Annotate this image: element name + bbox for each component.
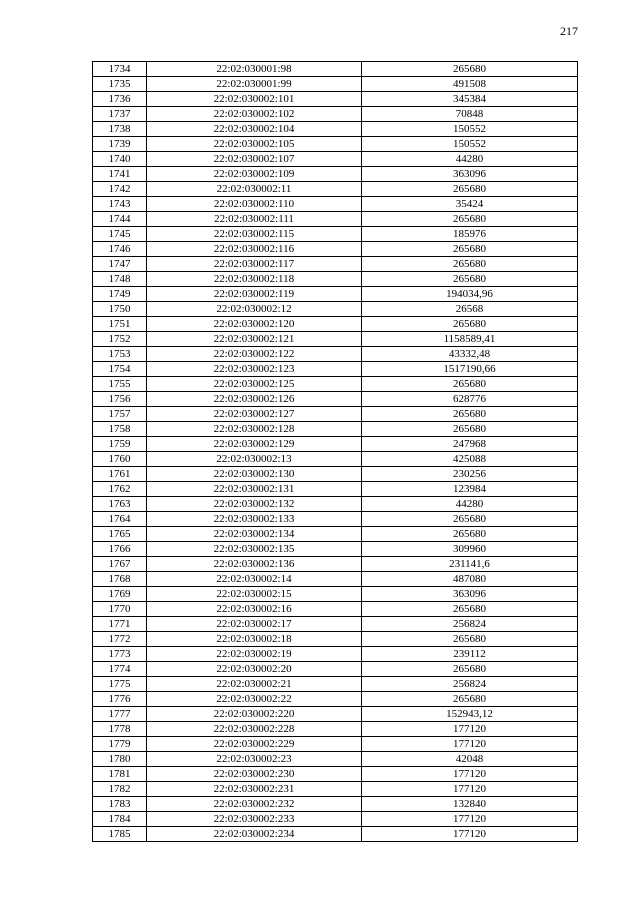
value-cell: 35424 [362, 197, 578, 212]
table-row [93, 572, 578, 587]
table-row [93, 167, 578, 182]
table-row [93, 527, 578, 542]
row-number-cell: 1772 [93, 632, 147, 647]
row-number-cell: 1781 [93, 767, 147, 782]
table-row [93, 332, 578, 347]
table-row [93, 272, 578, 287]
cadastral-number-cell: 22:02:030002:18 [147, 632, 362, 647]
table-row [93, 92, 578, 107]
row-number-cell: 1770 [93, 602, 147, 617]
cadastral-number-cell: 22:02:030002:111 [147, 212, 362, 227]
value-cell: 491508 [362, 77, 578, 92]
cadastral-number-cell: 22:02:030002:15 [147, 587, 362, 602]
row-number-cell: 1747 [93, 257, 147, 272]
value-cell: 256824 [362, 617, 578, 632]
row-number-cell: 1738 [93, 122, 147, 137]
value-cell: 265680 [362, 182, 578, 197]
table-row [93, 77, 578, 92]
table-row [93, 827, 578, 842]
cadastral-number-cell: 22:02:030001:98 [147, 62, 362, 77]
row-number-cell: 1737 [93, 107, 147, 122]
cadastral-number-cell: 22:02:030002:232 [147, 797, 362, 812]
row-number-cell: 1782 [93, 782, 147, 797]
table-row [93, 212, 578, 227]
table-row [93, 152, 578, 167]
cadastral-number-cell: 22:02:030002:13 [147, 452, 362, 467]
value-cell: 152943,12 [362, 707, 578, 722]
value-cell: 42048 [362, 752, 578, 767]
table-row [93, 347, 578, 362]
cadastral-number-cell: 22:02:030002:229 [147, 737, 362, 752]
cadastral-number-cell: 22:02:030002:135 [147, 542, 362, 557]
table-row [93, 782, 578, 797]
row-number-cell: 1767 [93, 557, 147, 572]
table-row [93, 197, 578, 212]
value-cell: 265680 [362, 407, 578, 422]
value-cell: 265680 [362, 377, 578, 392]
table-row [93, 362, 578, 377]
value-cell: 1158589,41 [362, 332, 578, 347]
row-number-cell: 1745 [93, 227, 147, 242]
table-row [93, 587, 578, 602]
value-cell: 265680 [362, 512, 578, 527]
value-cell: 239112 [362, 647, 578, 662]
cadastral-number-cell: 22:02:030002:233 [147, 812, 362, 827]
cadastral-number-cell: 22:02:030002:22 [147, 692, 362, 707]
table-row [93, 122, 578, 137]
table-row [93, 677, 578, 692]
value-cell: 265680 [362, 212, 578, 227]
table-row [93, 392, 578, 407]
row-number-cell: 1756 [93, 392, 147, 407]
value-cell: 265680 [362, 257, 578, 272]
value-cell: 185976 [362, 227, 578, 242]
cadastral-number-cell: 22:02:030002:19 [147, 647, 362, 662]
row-number-cell: 1785 [93, 827, 147, 842]
value-cell: 177120 [362, 722, 578, 737]
cadastral-number-cell: 22:02:030002:119 [147, 287, 362, 302]
table-row [93, 632, 578, 647]
row-number-cell: 1773 [93, 647, 147, 662]
cadastral-number-cell: 22:02:030002:127 [147, 407, 362, 422]
value-cell: 70848 [362, 107, 578, 122]
row-number-cell: 1775 [93, 677, 147, 692]
row-number-cell: 1758 [93, 422, 147, 437]
value-cell: 265680 [362, 62, 578, 77]
cadastral-number-cell: 22:02:030002:14 [147, 572, 362, 587]
value-cell: 194034,96 [362, 287, 578, 302]
row-number-cell: 1780 [93, 752, 147, 767]
value-cell: 123984 [362, 482, 578, 497]
cadastral-number-cell: 22:02:030002:120 [147, 317, 362, 332]
cadastral-number-cell: 22:02:030002:228 [147, 722, 362, 737]
cadastral-number-cell: 22:02:030002:136 [147, 557, 362, 572]
table-row [93, 497, 578, 512]
value-cell: 44280 [362, 497, 578, 512]
cadastral-number-cell: 22:02:030002:105 [147, 137, 362, 152]
table-row [93, 797, 578, 812]
table-row [93, 617, 578, 632]
row-number-cell: 1741 [93, 167, 147, 182]
value-cell: 44280 [362, 152, 578, 167]
table-row [93, 512, 578, 527]
value-cell: 150552 [362, 122, 578, 137]
table-body [93, 62, 578, 842]
cadastral-number-cell: 22:02:030002:230 [147, 767, 362, 782]
cadastral-number-cell: 22:02:030002:128 [147, 422, 362, 437]
table-row [93, 257, 578, 272]
table-row [93, 482, 578, 497]
row-number-cell: 1751 [93, 317, 147, 332]
cadastral-number-cell: 22:02:030002:102 [147, 107, 362, 122]
row-number-cell: 1766 [93, 542, 147, 557]
table-row [93, 302, 578, 317]
table-row [93, 767, 578, 782]
row-number-cell: 1752 [93, 332, 147, 347]
row-number-cell: 1750 [93, 302, 147, 317]
row-number-cell: 1778 [93, 722, 147, 737]
row-number-cell: 1753 [93, 347, 147, 362]
table-row [93, 107, 578, 122]
cadastral-number-cell: 22:02:030002:131 [147, 482, 362, 497]
table-row [93, 377, 578, 392]
value-cell: 26568 [362, 302, 578, 317]
row-number-cell: 1761 [93, 467, 147, 482]
cadastral-number-cell: 22:02:030002:231 [147, 782, 362, 797]
cadastral-number-cell: 22:02:030002:123 [147, 362, 362, 377]
cadastral-number-cell: 22:02:030002:109 [147, 167, 362, 182]
cadastral-number-cell: 22:02:030002:107 [147, 152, 362, 167]
cadastral-number-cell: 22:02:030002:122 [147, 347, 362, 362]
row-number-cell: 1771 [93, 617, 147, 632]
value-cell: 1517190,66 [362, 362, 578, 377]
cadastral-number-cell: 22:02:030002:234 [147, 827, 362, 842]
table-row [93, 287, 578, 302]
cadastral-number-cell: 22:02:030002:129 [147, 437, 362, 452]
row-number-cell: 1765 [93, 527, 147, 542]
cadastral-number-cell: 22:02:030001:99 [147, 77, 362, 92]
row-number-cell: 1769 [93, 587, 147, 602]
value-cell: 363096 [362, 167, 578, 182]
value-cell: 177120 [362, 827, 578, 842]
table-row [93, 557, 578, 572]
value-cell: 132840 [362, 797, 578, 812]
value-cell: 247968 [362, 437, 578, 452]
row-number-cell: 1783 [93, 797, 147, 812]
value-cell: 265680 [362, 422, 578, 437]
value-cell: 265680 [362, 317, 578, 332]
table-row [93, 227, 578, 242]
cadastral-number-cell: 22:02:030002:104 [147, 122, 362, 137]
row-number-cell: 1740 [93, 152, 147, 167]
cadastral-number-cell: 22:02:030002:220 [147, 707, 362, 722]
row-number-cell: 1776 [93, 692, 147, 707]
table-row [93, 737, 578, 752]
value-cell: 265680 [362, 272, 578, 287]
cadastral-number-cell: 22:02:030002:115 [147, 227, 362, 242]
row-number-cell: 1779 [93, 737, 147, 752]
value-cell: 265680 [362, 632, 578, 647]
value-cell: 230256 [362, 467, 578, 482]
table-row [93, 407, 578, 422]
value-cell: 177120 [362, 767, 578, 782]
cadastral-number-cell: 22:02:030002:117 [147, 257, 362, 272]
value-cell: 487080 [362, 572, 578, 587]
row-number-cell: 1746 [93, 242, 147, 257]
value-cell: 150552 [362, 137, 578, 152]
cadastral-number-cell: 22:02:030002:16 [147, 602, 362, 617]
cadastral-number-cell: 22:02:030002:125 [147, 377, 362, 392]
row-number-cell: 1744 [93, 212, 147, 227]
value-cell: 265680 [362, 692, 578, 707]
table-row [93, 62, 578, 77]
value-cell: 345384 [362, 92, 578, 107]
cadastral-number-cell: 22:02:030002:21 [147, 677, 362, 692]
table-row [93, 422, 578, 437]
table-row [93, 452, 578, 467]
cadastral-number-cell: 22:02:030002:134 [147, 527, 362, 542]
cadastral-number-cell: 22:02:030002:133 [147, 512, 362, 527]
row-number-cell: 1743 [93, 197, 147, 212]
value-cell: 265680 [362, 602, 578, 617]
cadastral-table [92, 61, 578, 842]
table-row [93, 137, 578, 152]
row-number-cell: 1774 [93, 662, 147, 677]
cadastral-number-cell: 22:02:030002:11 [147, 182, 362, 197]
row-number-cell: 1762 [93, 482, 147, 497]
row-number-cell: 1755 [93, 377, 147, 392]
table-row [93, 317, 578, 332]
value-cell: 265680 [362, 527, 578, 542]
value-cell: 177120 [362, 812, 578, 827]
value-cell: 628776 [362, 392, 578, 407]
row-number-cell: 1734 [93, 62, 147, 77]
table-row [93, 602, 578, 617]
row-number-cell: 1764 [93, 512, 147, 527]
cadastral-number-cell: 22:02:030002:116 [147, 242, 362, 257]
row-number-cell: 1735 [93, 77, 147, 92]
row-number-cell: 1749 [93, 287, 147, 302]
row-number-cell: 1784 [93, 812, 147, 827]
cadastral-number-cell: 22:02:030002:110 [147, 197, 362, 212]
value-cell: 265680 [362, 242, 578, 257]
row-number-cell: 1760 [93, 452, 147, 467]
value-cell: 256824 [362, 677, 578, 692]
row-number-cell: 1777 [93, 707, 147, 722]
table-row [93, 662, 578, 677]
cadastral-number-cell: 22:02:030002:126 [147, 392, 362, 407]
value-cell: 231141,6 [362, 557, 578, 572]
value-cell: 265680 [362, 662, 578, 677]
table-row [93, 242, 578, 257]
row-number-cell: 1742 [93, 182, 147, 197]
value-cell: 309960 [362, 542, 578, 557]
cadastral-number-cell: 22:02:030002:118 [147, 272, 362, 287]
row-number-cell: 1739 [93, 137, 147, 152]
page-number: 217 [560, 24, 578, 38]
value-cell: 177120 [362, 782, 578, 797]
row-number-cell: 1754 [93, 362, 147, 377]
table-row [93, 437, 578, 452]
value-cell: 177120 [362, 737, 578, 752]
cadastral-number-cell: 22:02:030002:121 [147, 332, 362, 347]
row-number-cell: 1748 [93, 272, 147, 287]
cadastral-number-cell: 22:02:030002:101 [147, 92, 362, 107]
cadastral-number-cell: 22:02:030002:20 [147, 662, 362, 677]
table-row [93, 707, 578, 722]
table-row [93, 692, 578, 707]
value-cell: 363096 [362, 587, 578, 602]
row-number-cell: 1759 [93, 437, 147, 452]
row-number-cell: 1757 [93, 407, 147, 422]
row-number-cell: 1768 [93, 572, 147, 587]
table-row [93, 467, 578, 482]
value-cell: 425088 [362, 452, 578, 467]
value-cell: 43332,48 [362, 347, 578, 362]
row-number-cell: 1763 [93, 497, 147, 512]
row-number-cell: 1736 [93, 92, 147, 107]
table-row [93, 752, 578, 767]
table-row [93, 182, 578, 197]
cadastral-number-cell: 22:02:030002:23 [147, 752, 362, 767]
cadastral-number-cell: 22:02:030002:130 [147, 467, 362, 482]
cadastral-number-cell: 22:02:030002:132 [147, 497, 362, 512]
table-row [93, 542, 578, 557]
table-row [93, 722, 578, 737]
cadastral-number-cell: 22:02:030002:17 [147, 617, 362, 632]
table-row [93, 812, 578, 827]
table-row [93, 647, 578, 662]
cadastral-number-cell: 22:02:030002:12 [147, 302, 362, 317]
